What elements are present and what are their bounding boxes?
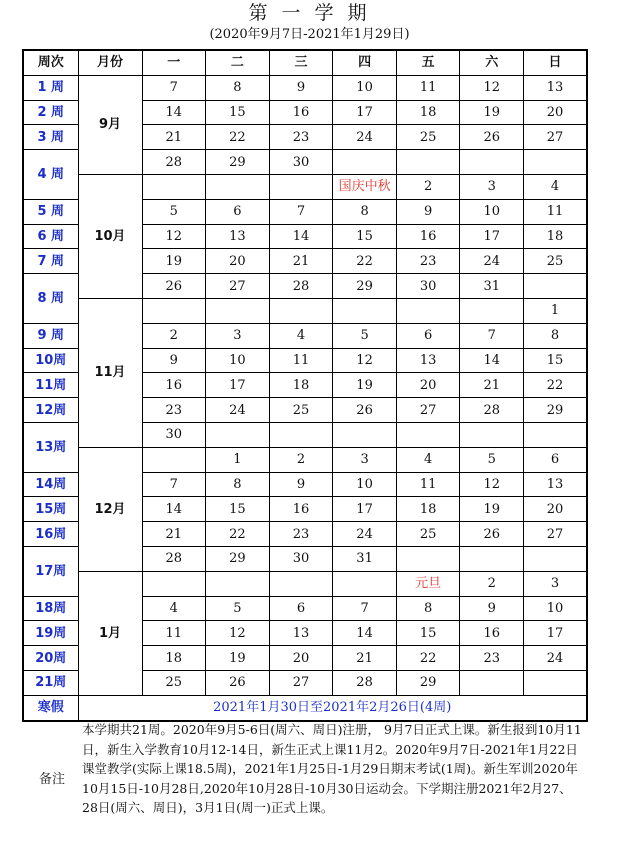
day-cell: 28: [460, 398, 524, 423]
day-cell: [333, 298, 397, 323]
day-cell: 6: [206, 199, 270, 224]
day-cell: 8: [396, 596, 460, 621]
day-cell: 11: [396, 75, 460, 100]
day-cell: [142, 447, 206, 472]
day-cell: 26: [460, 125, 524, 150]
day-cell: [524, 422, 587, 447]
day-cell: 25: [524, 249, 587, 274]
day-cell: 5: [460, 447, 524, 472]
day-cell: 15: [206, 100, 270, 125]
day-cell: [524, 546, 587, 571]
header-sat: 六: [460, 50, 524, 75]
day-cell: 21: [142, 125, 206, 150]
day-cell: 27: [206, 274, 270, 299]
day-cell: 29: [333, 274, 397, 299]
week-label: 1 周: [23, 75, 78, 100]
header-thu: 四: [333, 50, 397, 75]
day-cell: 24: [333, 125, 397, 150]
day-cell: 24: [460, 249, 524, 274]
day-cell: 7: [269, 199, 333, 224]
day-cell: 6: [524, 447, 587, 472]
week-label: 13周: [23, 422, 78, 472]
header-sun: 日: [524, 50, 587, 75]
week-row: [23, 447, 587, 472]
day-cell: 5: [142, 199, 206, 224]
week-label: 7 周: [23, 249, 78, 274]
day-cell: [396, 546, 460, 571]
day-cell: 18: [396, 100, 460, 125]
day-cell: 2: [396, 174, 460, 199]
day-cell: 19: [460, 100, 524, 125]
day-cell: 4: [524, 174, 587, 199]
day-cell: 18: [142, 646, 206, 671]
day-cell: 20: [269, 646, 333, 671]
day-cell: [524, 274, 587, 299]
day-cell: [269, 422, 333, 447]
day-cell: 17: [333, 497, 397, 522]
day-cell: 17: [333, 100, 397, 125]
day-cell: 7: [142, 75, 206, 100]
day-cell: 20: [524, 497, 587, 522]
day-cell: 1: [206, 447, 270, 472]
day-cell: 22: [333, 249, 397, 274]
day-cell: 23: [269, 125, 333, 150]
day-cell: 24: [333, 522, 397, 547]
day-cell: 21: [269, 249, 333, 274]
week-label: 5 周: [23, 199, 78, 224]
week-label: 10周: [23, 348, 78, 373]
day-cell: 7: [142, 472, 206, 497]
day-cell: 1: [524, 298, 587, 323]
day-cell: 10: [206, 348, 270, 373]
day-cell: 29: [206, 150, 270, 175]
day-cell: 26: [206, 670, 270, 695]
day-cell: 14: [269, 224, 333, 249]
day-cell: 3: [333, 447, 397, 472]
day-cell: 9: [460, 596, 524, 621]
day-cell: 23: [142, 398, 206, 423]
day-cell: 4: [142, 596, 206, 621]
day-cell: [269, 571, 333, 596]
day-cell: 22: [396, 646, 460, 671]
week-label: 2 周: [23, 100, 78, 125]
day-cell: 17: [524, 621, 587, 646]
day-cell: 23: [460, 646, 524, 671]
week-label: 14周: [23, 472, 78, 497]
day-cell: [142, 298, 206, 323]
day-cell: 26: [460, 522, 524, 547]
day-cell: 4: [396, 447, 460, 472]
day-cell: [460, 670, 524, 695]
day-cell: 12: [460, 75, 524, 100]
day-cell: 15: [396, 621, 460, 646]
day-cell: [460, 298, 524, 323]
day-cell: 26: [142, 274, 206, 299]
day-cell: 31: [333, 546, 397, 571]
page-subtitle: (2020年9月7日-2021年1月29日): [209, 27, 410, 42]
month-label: 9月: [78, 75, 142, 174]
day-cell: [142, 571, 206, 596]
day-cell: [206, 174, 270, 199]
day-cell: 23: [396, 249, 460, 274]
day-cell: 30: [269, 546, 333, 571]
day-cell: 12: [206, 621, 270, 646]
week-label: 19周: [23, 621, 78, 646]
day-cell: 19: [460, 497, 524, 522]
day-cell: 3: [460, 174, 524, 199]
week-label: 15周: [23, 497, 78, 522]
month-label: 11月: [78, 298, 142, 447]
day-cell: 13: [269, 621, 333, 646]
day-cell: 20: [396, 373, 460, 398]
day-cell: 12: [142, 224, 206, 249]
day-cell: 26: [333, 398, 397, 423]
day-cell: 21: [333, 646, 397, 671]
day-cell: 19: [206, 646, 270, 671]
day-cell: 10: [524, 596, 587, 621]
day-cell: [269, 298, 333, 323]
day-cell: 29: [206, 546, 270, 571]
day-cell: 25: [396, 125, 460, 150]
day-cell: 27: [269, 670, 333, 695]
day-cell: 16: [142, 373, 206, 398]
day-cell: 16: [269, 100, 333, 125]
day-cell: 28: [333, 670, 397, 695]
day-cell: 9: [269, 472, 333, 497]
header-mon: 一: [142, 50, 206, 75]
day-cell: 22: [206, 522, 270, 547]
notes-text: 本学期共21周。2020年9月5-6日(周六、周日)注册， 9月7日正式上课。新生报到10月11日，新生入学教育10月12-14日，新生正式上课11月2。2020年9月7日-2021年1月22日课堂教学(实际上课18.5周)，2021年1月25日-1月29日期末考试(1周)。新生军训2020年10月15日-10月28日,2020年10月28日-10月30日运动会。下学期注册2021年2月27、28日(周六、周日)，3月1日(周一)正式上课。: [82, 722, 582, 815]
day-cell: 29: [524, 398, 587, 423]
day-cell: 7: [460, 323, 524, 348]
day-cell: [333, 150, 397, 175]
day-cell: [333, 571, 397, 596]
day-cell: 13: [524, 472, 587, 497]
day-cell: 12: [460, 472, 524, 497]
day-cell: 18: [269, 373, 333, 398]
day-cell: 30: [142, 422, 206, 447]
week-label: 3 周: [23, 125, 78, 150]
week-label: 21周: [23, 670, 78, 695]
day-cell: 22: [524, 373, 587, 398]
day-cell: 19: [333, 373, 397, 398]
day-cell: 31: [460, 274, 524, 299]
month-label: 12月: [78, 447, 142, 571]
week-label: 18周: [23, 596, 78, 621]
day-cell: 23: [269, 522, 333, 547]
day-cell: [460, 546, 524, 571]
day-cell: 10: [460, 199, 524, 224]
day-cell: 19: [142, 249, 206, 274]
day-cell: 9: [396, 199, 460, 224]
day-cell: 15: [206, 497, 270, 522]
week-label: 12周: [23, 398, 78, 423]
day-cell: 13: [206, 224, 270, 249]
vacation-dates: 2021年1月30日至2021年2月26日(4周): [78, 695, 587, 720]
day-cell: 5: [333, 323, 397, 348]
day-cell: 2: [460, 571, 524, 596]
day-cell: 6: [269, 596, 333, 621]
day-cell: 12: [333, 348, 397, 373]
day-cell: 29: [396, 670, 460, 695]
day-cell: 3: [524, 571, 587, 596]
week-row: [23, 298, 587, 323]
week-label: 6 周: [23, 224, 78, 249]
day-cell: 25: [269, 398, 333, 423]
day-cell: 9: [142, 348, 206, 373]
day-cell: [142, 174, 206, 199]
day-cell: 17: [206, 373, 270, 398]
day-cell: 8: [206, 75, 270, 100]
notes-section: [22, 716, 586, 850]
day-cell: 15: [333, 224, 397, 249]
day-cell: 13: [396, 348, 460, 373]
day-cell: 18: [396, 497, 460, 522]
day-cell: 25: [396, 522, 460, 547]
day-cell: 13: [524, 75, 587, 100]
day-cell: 14: [142, 497, 206, 522]
day-cell: 3: [206, 323, 270, 348]
notes-label: 备注: [38, 772, 65, 787]
day-cell: 28: [142, 546, 206, 571]
day-cell: 20: [206, 249, 270, 274]
day-cell: 9: [269, 75, 333, 100]
day-cell: 16: [269, 497, 333, 522]
day-cell: 11: [396, 472, 460, 497]
day-cell: 24: [524, 646, 587, 671]
day-cell: 27: [524, 522, 587, 547]
day-cell: 27: [396, 398, 460, 423]
week-label: 20周: [23, 646, 78, 671]
day-cell: 11: [524, 199, 587, 224]
day-cell: 11: [142, 621, 206, 646]
day-cell: 8: [333, 199, 397, 224]
day-cell: [396, 422, 460, 447]
header-month: 月份: [78, 50, 142, 75]
day-cell: [206, 298, 270, 323]
day-cell: 4: [269, 323, 333, 348]
day-cell: 11: [269, 348, 333, 373]
day-cell: 14: [460, 348, 524, 373]
day-cell: 27: [524, 125, 587, 150]
month-label: 1月: [78, 571, 142, 695]
day-cell: 元旦: [396, 571, 460, 596]
day-cell: 30: [269, 150, 333, 175]
day-cell: 10: [333, 472, 397, 497]
day-cell: [460, 422, 524, 447]
week-label: 16周: [23, 522, 78, 547]
day-cell: [269, 174, 333, 199]
day-cell: 10: [333, 75, 397, 100]
day-cell: [396, 298, 460, 323]
day-cell: 15: [524, 348, 587, 373]
day-cell: 21: [142, 522, 206, 547]
day-cell: 17: [460, 224, 524, 249]
day-cell: 8: [524, 323, 587, 348]
week-label: 8 周: [23, 274, 78, 324]
day-cell: 8: [206, 472, 270, 497]
day-cell: 24: [206, 398, 270, 423]
day-cell: 16: [460, 621, 524, 646]
day-cell: [333, 422, 397, 447]
day-cell: 25: [142, 670, 206, 695]
day-cell: 22: [206, 125, 270, 150]
day-cell: [206, 422, 270, 447]
week-row: [23, 571, 587, 596]
day-cell: 2: [142, 323, 206, 348]
header-tue: 二: [206, 50, 270, 75]
day-cell: 30: [396, 274, 460, 299]
month-label: 10月: [78, 174, 142, 298]
header-week: 周次: [23, 50, 78, 75]
day-cell: 国庆中秋: [333, 174, 397, 199]
day-cell: [524, 670, 587, 695]
day-cell: 7: [333, 596, 397, 621]
page-title: 第 一 学 期: [248, 2, 371, 24]
day-cell: 20: [524, 100, 587, 125]
calendar-table: [22, 49, 588, 722]
day-cell: 21: [460, 373, 524, 398]
week-row: [23, 174, 587, 199]
day-cell: [460, 150, 524, 175]
day-cell: 18: [524, 224, 587, 249]
week-row: [23, 75, 587, 100]
header-row: [23, 50, 587, 75]
header-fri: 五: [396, 50, 460, 75]
day-cell: 28: [142, 150, 206, 175]
week-label: 11周: [23, 373, 78, 398]
day-cell: [524, 150, 587, 175]
week-label: 4 周: [23, 150, 78, 200]
week-label: 17周: [23, 546, 78, 596]
header-wed: 三: [269, 50, 333, 75]
week-label: 9 周: [23, 323, 78, 348]
day-cell: 28: [269, 274, 333, 299]
day-cell: 16: [396, 224, 460, 249]
vacation-label: 寒假: [23, 695, 78, 720]
day-cell: 14: [142, 100, 206, 125]
day-cell: [396, 150, 460, 175]
day-cell: 14: [333, 621, 397, 646]
day-cell: 2: [269, 447, 333, 472]
day-cell: [206, 571, 270, 596]
day-cell: 5: [206, 596, 270, 621]
day-cell: 6: [396, 323, 460, 348]
